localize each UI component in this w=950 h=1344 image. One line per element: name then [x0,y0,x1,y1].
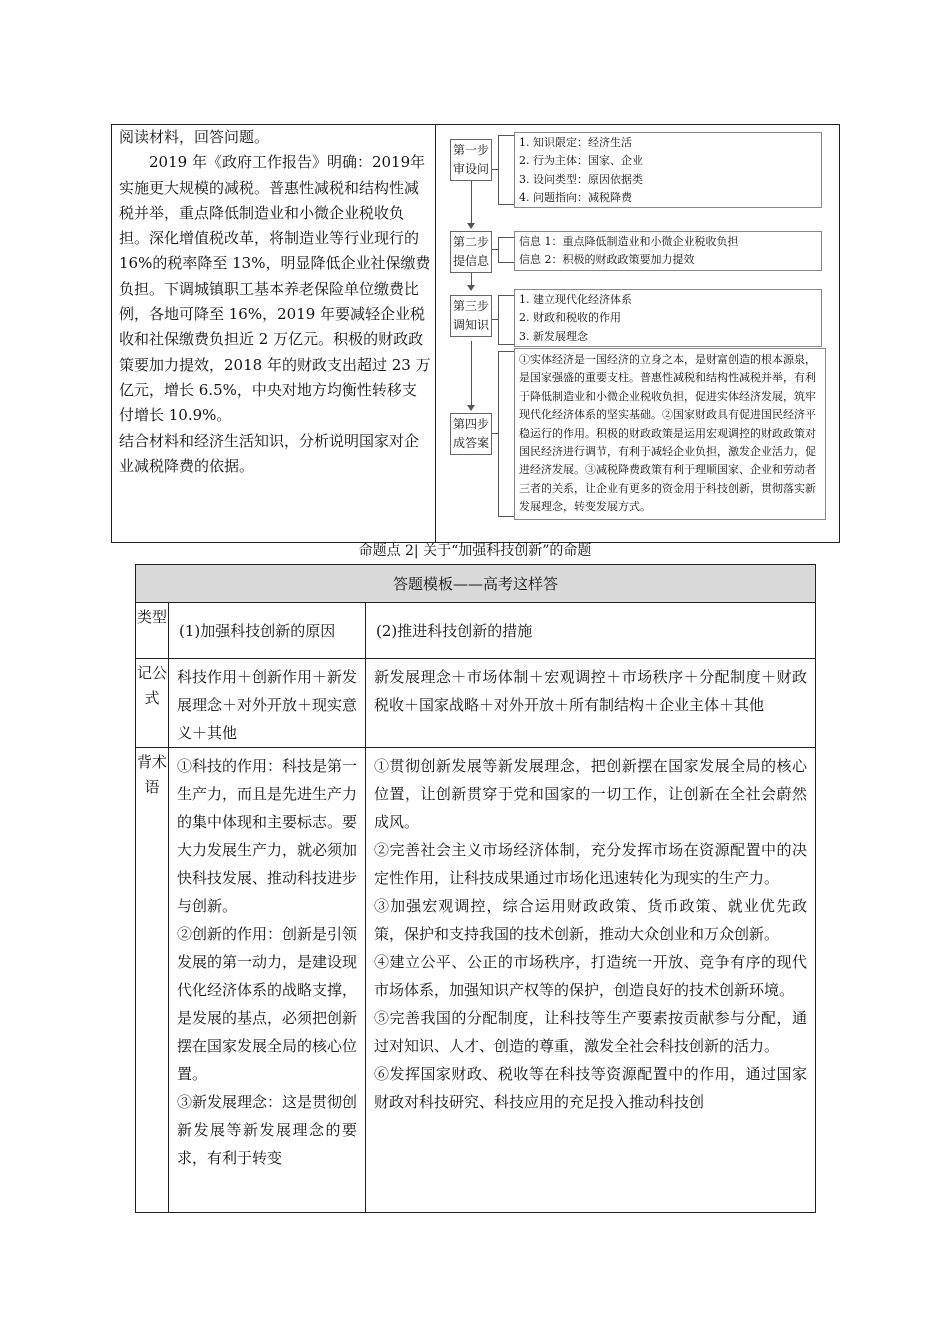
list-item: ③新发展理念：这是贯彻创新发展等新发展理念的要求，有利于转变 [177,1093,358,1167]
question-intro: 阅读材料，回答问题。 [119,128,270,146]
info-item: 信息 1：重点降低制造业和小微企业税收负担 [519,235,739,248]
row-label-formula [136,659,169,748]
step-2-label: 第二步 [452,235,489,249]
step-4-box [450,413,492,455]
table-header-row [136,565,816,603]
row-label-type [136,603,169,659]
bracket-step2 [498,237,514,263]
list-item: ①贯彻创新发展等新发展理念，把创新摆在国家发展全局的核心位置，让创新贯穿于党和国家的一切工作，让创新在全社会蔚然成风。 [374,757,808,831]
table-row [136,603,816,659]
question-box [111,124,840,543]
column-header-measures: (2)推进科技创新的措施 [366,603,816,659]
bracket-tick [492,319,498,320]
info-item: 3. 设问类型：原因依据类 [519,172,643,186]
bracket-tick [492,433,498,434]
info-item: 1. 建立现代化经济体系 [519,293,632,306]
column-header-reasons: (1)加强科技创新的原因 [169,603,366,659]
info-item: 信息 2：积极的财政政策要加力提效 [519,253,695,267]
step-3-label: 第三步 [452,299,489,313]
terms-measures [366,748,816,1213]
formula-reasons: 科技作用＋创新作用＋新发展理念＋对外开放＋现实意义＋其他 [169,659,366,748]
connector-line [471,273,472,285]
row-label-text: 类型 [136,608,167,626]
question-text [119,125,431,479]
bracket-step1 [498,135,514,205]
step-4-answer-box [514,348,826,520]
info-item: 1. 知识限定：经济生活 [519,136,632,149]
bracket-tick [492,169,498,170]
formula-measures: 新发展理念＋市场体制＋宏观调控＋市场秩序＋分配制度＋财政税收＋国家战略＋对外开放＋所有制结构＋企业主体＋其他 [366,659,816,748]
bracket-step3 [498,295,514,345]
step-1-box [450,139,492,181]
step-1-info-box [514,132,822,208]
row-label-text: 背术语 [136,753,167,796]
list-item: ③加强宏观调控，综合运用财政政策、货币政策、就业优先政策，保护和支持我国的技术创新，推动大众创业和万众创新。 [374,897,808,943]
question-material: 2019 年《政府工作报告》明确：2019年实施更大规模的减税。普惠性减税和结构性减税并举，重点降低制造业和小微企业税收负担。深化增值税改革，将制造业等行业现行的 16%的税率降至 13%，明显降低企业社保缴费负担。下调城镇职工基本养老保险单位缴费比例，各地可降至 16%，2019 年要减轻企业税收和社保缴费负担近 2 万亿元。积极的财政政策要加力提效，2018 年的财政支出超过 23 万亿元，增长 6.5%，中央对地方均衡性转移支付增长 10.9%。 [119,153,431,425]
step-2-box [450,231,492,273]
info-item: 4. 问题指向：减税降费 [519,190,632,204]
connector-line [471,341,472,405]
solution-flowchart [436,125,841,542]
table-row [136,659,816,748]
bracket-step4 [498,351,514,517]
row-label-terms [136,748,169,1213]
step-4-name: 成答案 [452,436,489,450]
list-item: ①科技的作用：科技是第一生产力，而且是先进生产力的集中体现和主要标志。要大力发展生产力，就必须加快科技发展、推动科技进步与创新。 [177,757,358,915]
step-2-info-box [514,231,822,271]
row-label-text: 记公式 [136,664,167,707]
arrow-down-icon [467,285,475,291]
question-ask: 结合材料和经济生活知识，分析说明国家对企业减税降费的依据。 [119,431,420,475]
section-title: 命题点 2| 关于“加强科技创新”的命题 [358,543,592,559]
bracket-tick [492,249,498,250]
table-header: 答题模板——高考这样答 [136,565,816,603]
arrow-down-icon [467,405,475,411]
step-3-name: 调知识 [452,318,489,332]
list-item: ④建立公平、公正的市场秩序，打造统一开放、竞争有序的现代市场体系，加强知识产权等的保护，创造良好的技术创新环境。 [374,953,808,999]
list-item: ②完善社会主义市场经济体制，充分发挥市场在资源配置中的决定性作用，让科技成果通过市场化迅速转化为现实的生产力。 [374,841,808,887]
list-item: ⑥发挥国家财政、税收等在科技等资源配置中的作用，通过国家财政对科技研究、科技应用的充足投入推动科技创 [374,1065,808,1111]
step-2-name: 提信息 [452,254,489,268]
step-1-label: 第一步 [452,143,489,157]
connector-line [471,177,472,223]
terms-reasons [169,748,366,1213]
step-4-label: 第四步 [452,417,489,431]
list-item: ②创新的作用：创新是引领发展的第一动力，是建设现代化经济体系的战略支撑，是发展的基点，必须把创新摆在国家发展全局的核心位置。 [177,925,358,1083]
info-item: 2. 财政和税收的作用 [519,311,621,325]
answer-template-table [135,564,816,1213]
arrow-down-icon [467,223,475,229]
answer-text: ①实体经济是一国经济的立身之本，是财富创造的根本源泉，是国家强盛的重要支柱。普惠性减税和结构性减税并举，有利于降低制造业和小微企业税收负担，促进实体经济发展，筑牢现代化经济体系的坚实基础。②国家财政具有促进国民经济平稳运行的作用。积极的财政政策是运用宏观调控的财政政策对国民经济进行调节，有利于减轻企业负担，激发企业活力，促进经济发展。③减税降费政策有利于理顺国家、企业和劳动者三者的关系，让企业有更多的资金用于科技创新，贯彻落实新发展理念，转变发展方式。 [519,353,816,514]
step-3-box [450,295,492,337]
info-item: 3. 新发展理念 [519,329,588,343]
step-1-name: 审设问 [452,162,489,176]
info-item: 2. 行为主体：国家、企业 [519,154,643,168]
step-3-info-box [514,289,822,347]
table-row [136,748,816,1213]
list-item: ⑤完善我国的分配制度，让科技等生产要素按贡献参与分配，通过对知识、人才、创造的尊重，激发全社会科技创新的活力。 [374,1009,808,1055]
